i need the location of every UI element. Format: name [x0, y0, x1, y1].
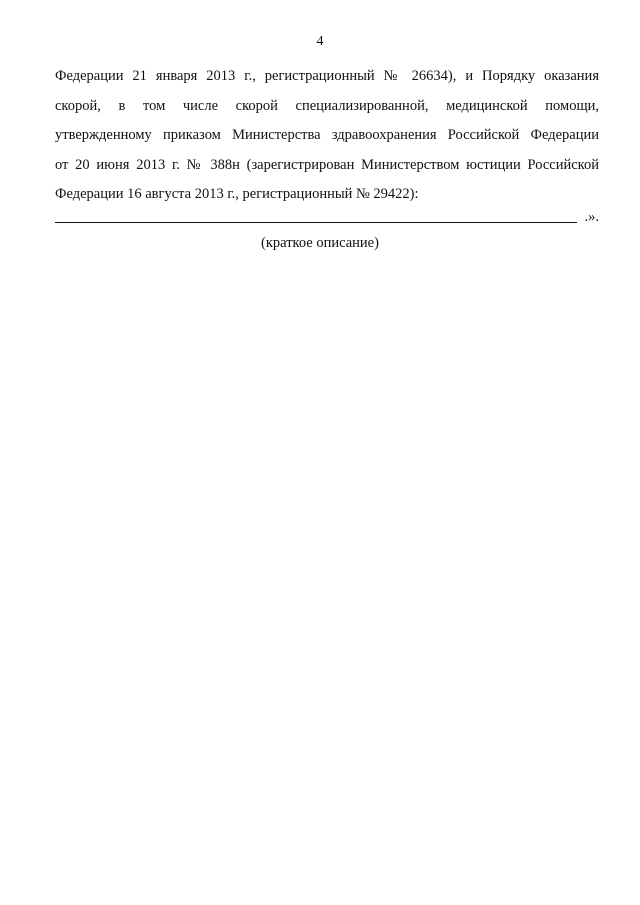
field-caption: (краткое описание) — [261, 235, 379, 251]
blank-fill-field — [55, 207, 599, 227]
fill-suffix: .». — [584, 209, 599, 225]
paragraph-line: от 20 июня 2013 г. № 388н (зарегистрирован Министерством юстиции Российской — [55, 156, 599, 173]
body-paragraph — [55, 62, 599, 210]
paragraph-line: утвержденному приказом Министерства здравоохранения Российской Федерации — [55, 127, 599, 143]
paragraph-line: Федерации 21 января 2013 г., регистрационный № 26634), и Порядку оказания — [55, 68, 599, 84]
page-number: 4 — [316, 34, 324, 49]
fill-underline — [55, 222, 577, 223]
paragraph-line: скорой, в том числе скорой специализированной, медицинской помощи, — [55, 97, 599, 114]
paragraph-line: Федерации 16 августа 2013 г., регистрационный № 29422): — [55, 186, 419, 202]
